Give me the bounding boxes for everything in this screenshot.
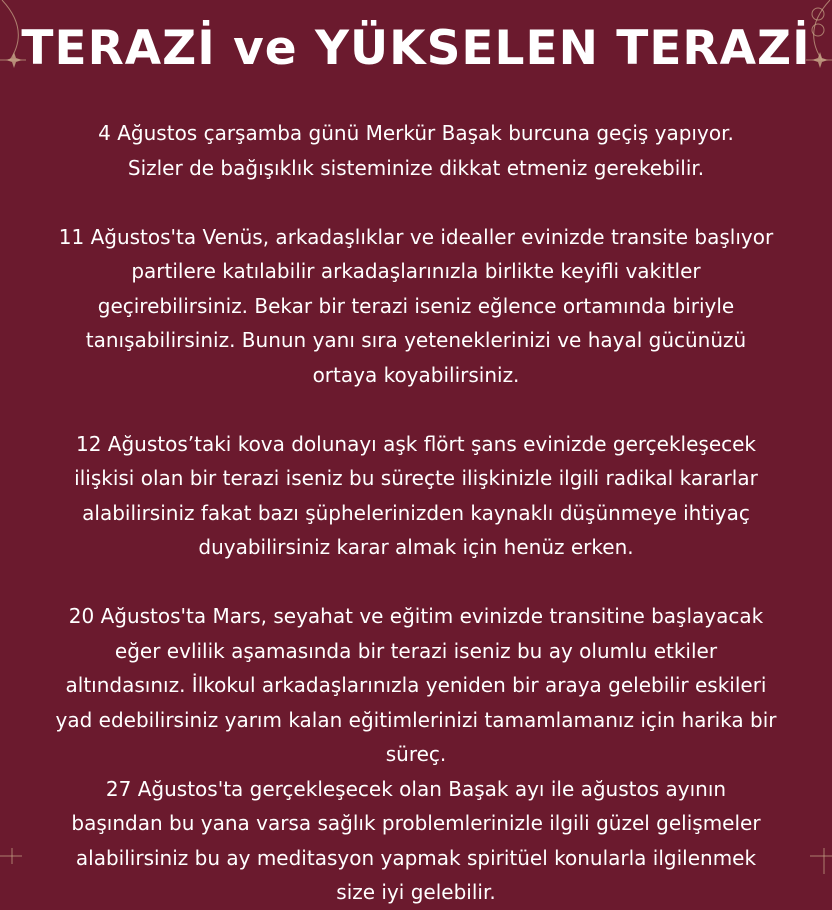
text-line: geçirebilirsiniz. Bekar bir terazi iseniz eğlence ortamında biriyle bbox=[97, 293, 735, 318]
text-line: 11 Ağustos'ta Venüs, arkadaşlıklar ve idealler evinizde transite başlıyor bbox=[58, 224, 774, 249]
text-line: Sizler de bağışıklık sisteminize dikkat etmeniz gerekebilir. bbox=[127, 155, 705, 180]
paragraph-mercury bbox=[4, 116, 828, 185]
paragraph-full-moon bbox=[4, 427, 828, 565]
text-line: size iyi gelebilir. bbox=[336, 880, 496, 904]
text-line: duyabilirsiniz karar almak için henüz erken. bbox=[198, 535, 634, 559]
paragraph-venus bbox=[4, 220, 828, 393]
text-line: ortaya koyabilirsiniz. bbox=[312, 362, 520, 387]
text-line: süreç. bbox=[385, 742, 447, 766]
text-line: başından bu yana varsa sağlık problemlerinizle ilgili güzel gelişmeler bbox=[71, 811, 761, 835]
text-line: alabilirsiniz bu ay meditasyon yapmak spiritüel konularla ilgilenmek bbox=[75, 845, 757, 870]
text-line: yad edebilirsiniz yarım kalan eğitimlerinizi tamamlamanız için harika bir bbox=[55, 707, 777, 732]
text-line: tanışabilirsiniz. Bunun yanı sıra yeteneklerinizi ve hayal gücünüzü bbox=[85, 328, 747, 352]
paragraph-new-moon bbox=[4, 772, 828, 910]
text-line: partilere katılabilir arkadaşlarınızla birlikte keyifli vakitler bbox=[131, 259, 701, 283]
paragraph-mars bbox=[4, 599, 828, 772]
page-title: TERAZİ ve YÜKSELEN TERAZİ bbox=[21, 21, 811, 76]
text-line: altındasınız. İlkokul arkadaşlarınızla yeniden bir araya gelebilir eskileri bbox=[65, 673, 767, 697]
text-line: alabilirsiniz fakat bazı şüphelerinizden kaynaklı düşünmeye ihtiyaç bbox=[82, 500, 750, 525]
text-line: ilişkisi olan bir terazi iseniz bu süreçte ilişkinizle ilgili radikal kararlar bbox=[74, 466, 758, 490]
horoscope-text bbox=[4, 116, 828, 910]
text-line: 27 Ağustos'ta gerçekleşecek olan Başak ayı ile ağustos ayının bbox=[105, 776, 727, 801]
text-line: eğer evlilik aşamasında bir terazi iseniz bu ay olumlu etkiler bbox=[114, 638, 718, 663]
text-line: 12 Ağustos’taki kova dolunayı aşk flört şans evinizde gerçekleşecek bbox=[75, 431, 757, 456]
text-line: 4 Ağustos çarşamba günü Merkür Başak burcuna geçiş yapıyor. bbox=[98, 121, 734, 145]
text-line: 20 Ağustos'ta Mars, seyahat ve eğitim evinizde transitine başlayacak bbox=[68, 604, 764, 628]
